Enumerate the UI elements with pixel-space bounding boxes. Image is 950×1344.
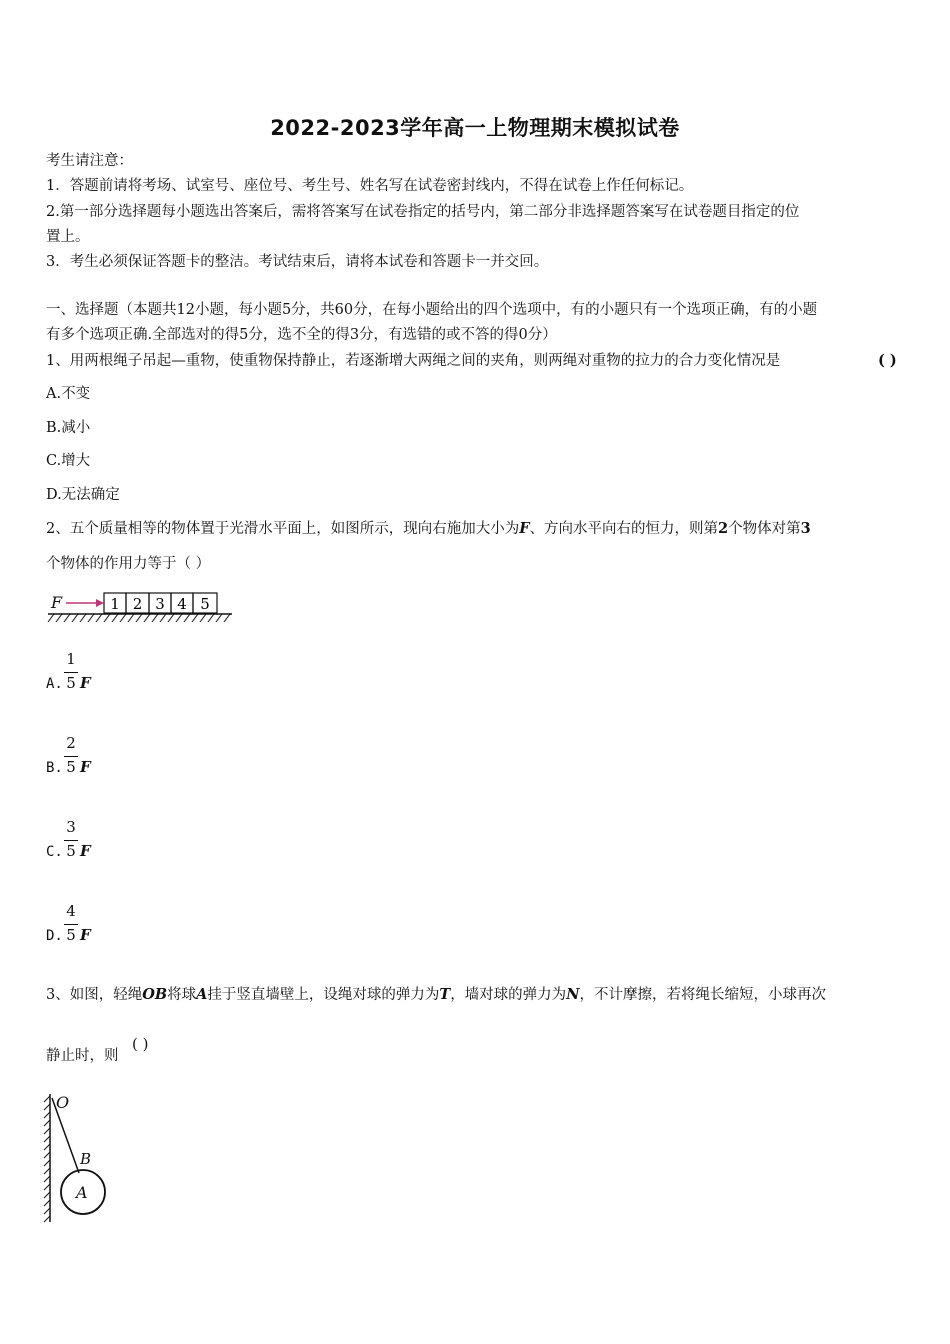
block-3-label: 3 xyxy=(155,595,165,613)
q3-var-t: T xyxy=(439,986,451,1003)
fraction-numerator: 2 xyxy=(66,734,76,752)
notice-item-2: 2.第一部分选择题每小题选出答案后，需将答案写在试卷指定的括号内，第二部分非选择题答案写在试卷题目指定的位 xyxy=(46,204,800,220)
q2-option-c-fraction xyxy=(62,818,91,863)
q3-s3: 挂于竖直墙壁上，设绳对球的弹力为 xyxy=(207,987,440,1003)
q3-var-ob: OB xyxy=(142,986,168,1003)
fraction-variable: F xyxy=(80,842,91,860)
notice-item-3: 3．考生必须保证答题卡的整洁。考试结束后，请将本试卷和答题卡一并交回。 xyxy=(46,254,549,270)
q3-s4: ，墙对球的弹力为 xyxy=(450,987,567,1003)
q3-var-n: N xyxy=(566,986,580,1003)
fraction-denominator: 5 xyxy=(66,758,76,776)
q2-figure-force-label: F xyxy=(51,593,63,612)
label-o: O xyxy=(56,1093,70,1112)
q2-stem-line2: 个物体的作用力等于（ ） xyxy=(46,556,211,572)
q3-stem-line2: 静止时，则 xyxy=(46,1048,119,1064)
q2-num-2: 2 xyxy=(718,520,729,537)
q1-option-d: D.无法确定 xyxy=(46,487,120,503)
fraction-variable: F xyxy=(80,926,91,944)
section-heading-line1: 一、选择题（本题共12小题，每小题5分，共60分，在每小题给出的四个选项中，有的小题只有一个选项正确，有的小题 xyxy=(46,302,818,318)
notice-heading: 考生请注意： xyxy=(46,153,133,169)
block-group xyxy=(104,593,217,613)
q1-stem: 1、用两根绳子吊起—重物，使重物保持静止，若逐渐增大两绳之间的夹角，则两绳对重物的拉力的合力变化情况是 xyxy=(46,353,781,369)
q3-answer-paren: ( ) xyxy=(132,1035,149,1053)
notice-item-1: 1．答题前请将考场、试室号、座位号、考生号、姓名写在试卷密封线内，不得在试卷上作任何标记。 xyxy=(46,178,694,194)
q3-s5: ，不计摩擦，若将绳长缩短，小球再次 xyxy=(579,987,826,1003)
q1-option-b: B.减小 xyxy=(46,420,91,436)
q1-option-a: A.不变 xyxy=(46,386,91,402)
q2-stem-line1 xyxy=(46,519,811,539)
fraction-numerator: 4 xyxy=(66,902,76,920)
q3-wall-ball-figure xyxy=(40,1088,120,1228)
q2-option-b-label: B. xyxy=(46,760,63,776)
force-arrow-head xyxy=(96,599,104,607)
q2-option-b-fraction xyxy=(62,734,91,779)
q2-num-3: 3 xyxy=(800,520,811,537)
fraction-denominator: 5 xyxy=(66,926,76,944)
q2-stem-b: 、方向水平向右的恒力，则第 xyxy=(529,521,719,537)
q1-answer-paren: ( ) xyxy=(878,352,897,369)
block-1-label: 1 xyxy=(110,595,120,613)
q2-option-a-fraction xyxy=(62,650,91,695)
fraction-denominator: 5 xyxy=(66,842,76,860)
fraction-variable: F xyxy=(80,674,91,692)
fraction-bar xyxy=(64,756,78,757)
label-a: A xyxy=(76,1183,88,1202)
q2-option-d-fraction xyxy=(62,902,91,947)
fraction-numerator: 1 xyxy=(66,650,76,668)
q2-option-a-label: A. xyxy=(46,676,63,692)
fraction-bar xyxy=(64,840,78,841)
q2-stem-a: 2、五个质量相等的物体置于光滑水平面上，如图所示，现向右施加大小为 xyxy=(46,521,520,537)
q2-blocks-figure xyxy=(46,588,236,628)
q2-force-var: F xyxy=(519,520,530,537)
wall-hatch xyxy=(44,1096,50,1222)
q3-stem-line1 xyxy=(46,985,826,1005)
q1-option-c: C.增大 xyxy=(46,453,91,469)
fraction-bar xyxy=(64,672,78,673)
fraction-numerator: 3 xyxy=(66,818,76,836)
q2-option-d-label: D. xyxy=(46,928,63,944)
fraction-variable: F xyxy=(80,758,91,776)
section-heading-line2: 有多个选项正确.全部选对的得5分，选不全的得3分，有选错的或不答的得0分） xyxy=(46,327,557,343)
block-5-label: 5 xyxy=(200,595,210,613)
notice-item-2-cont: 置上。 xyxy=(46,229,90,245)
ground-hatch xyxy=(48,614,230,622)
q3-s1: 3、如图，轻绳 xyxy=(46,987,143,1003)
fraction-denominator: 5 xyxy=(66,674,76,692)
fraction-bar xyxy=(64,924,78,925)
page-title: 2022-2023学年高一上物理期末模拟试卷 xyxy=(270,116,680,140)
q3-s2: 将球 xyxy=(167,987,197,1003)
q3-var-a: A xyxy=(196,986,208,1003)
label-b: B xyxy=(80,1150,92,1168)
q2-stem-c: 个物体对第 xyxy=(728,521,801,537)
block-2-label: 2 xyxy=(132,595,143,613)
block-4-label: 4 xyxy=(177,595,187,613)
q2-option-c-label: C. xyxy=(46,844,63,860)
